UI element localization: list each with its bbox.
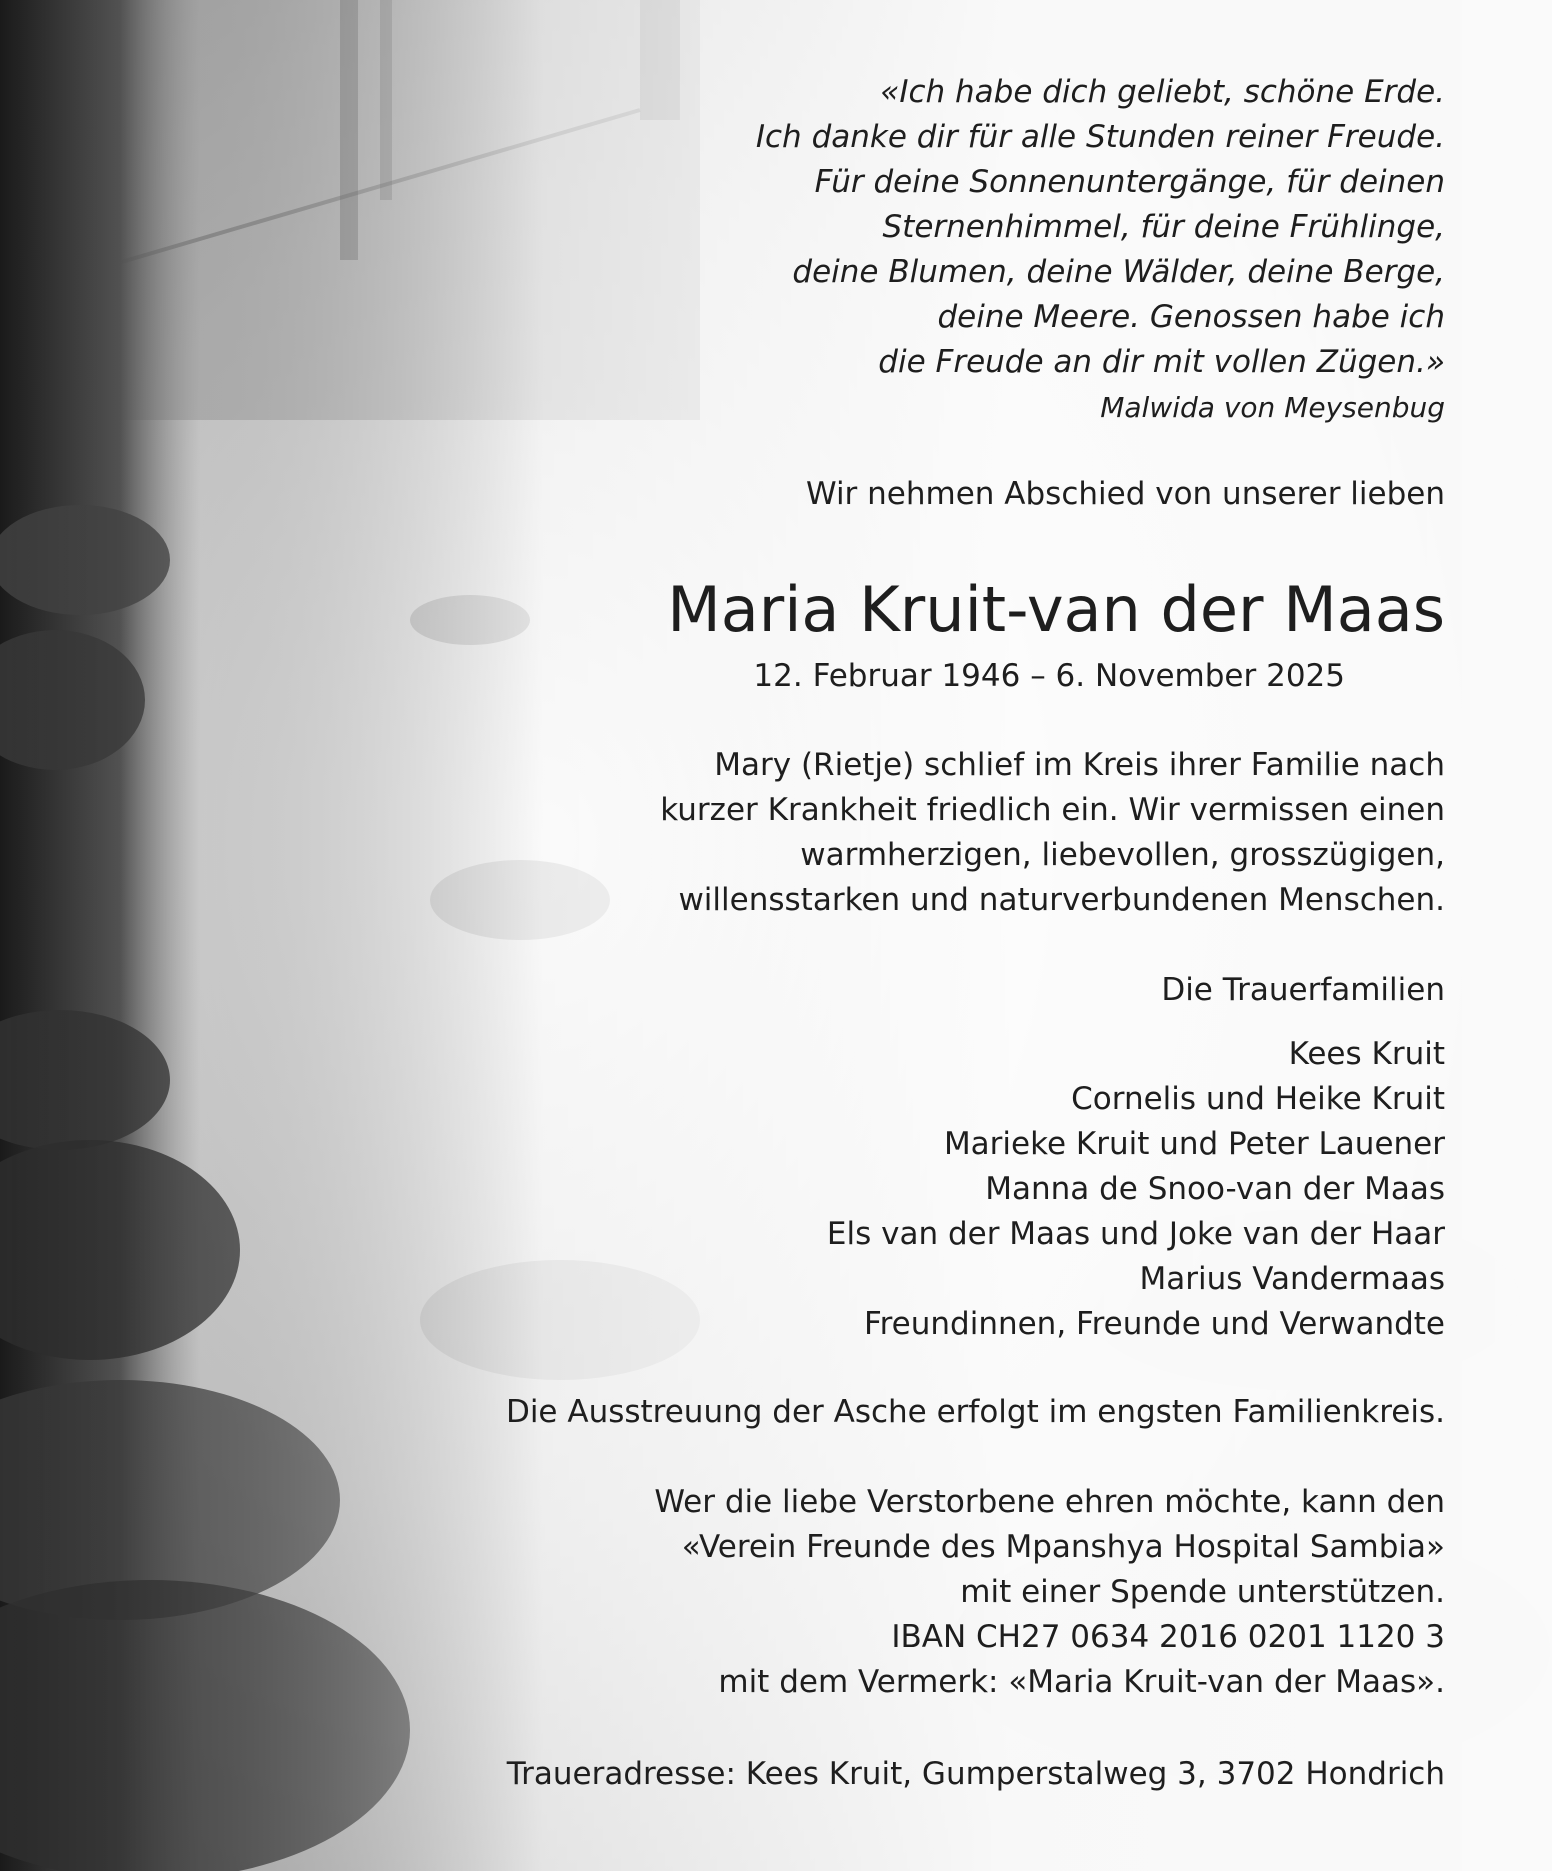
quote-line: die Freude an dir mit vollen Zügen.» [878,344,1445,380]
description-line: Mary (Rietje) schlief im Kreis ihrer Familie nach [714,747,1445,783]
farewell-intro: Wir nehmen Abschied von unserer lieben [805,476,1445,512]
mourning-address: Traueradresse: Kees Kruit, Gumperstalweg 3, 3702 Hondrich [506,1756,1445,1792]
family-members-list [827,1032,1445,1347]
donation-line: Wer die liebe Verstorbene ehren möchte, kann den [654,1484,1445,1520]
family-member: Kees Kruit [1288,1036,1445,1072]
family-member: Marius Vandermaas [1139,1261,1445,1297]
description-line: willensstarken und naturverbundenen Menschen. [678,882,1445,918]
ashes-notice: Die Ausstreuung der Asche erfolgt im engsten Familienkreis. [505,1394,1445,1430]
family-member: Cornelis und Heike Kruit [1071,1081,1445,1117]
description-line: kurzer Krankheit friedlich ein. Wir vermissen einen [660,792,1445,828]
quote-line: «Ich habe dich geliebt, schöne Erde. [880,74,1445,110]
family-member: Freundinnen, Freunde und Verwandte [864,1306,1445,1342]
quote-line: Sternenhimmel, für deine Frühlinge, [882,209,1445,245]
donation-line: «Verein Freunde des Mpanshya Hospital Sambia» [681,1529,1445,1565]
quote-line: Ich danke dir für alle Stunden reiner Freude. [755,119,1445,155]
family-member: Manna de Snoo-van der Maas [985,1171,1445,1207]
life-dates: 12. Februar 1946 – 6. November 2025 [753,658,1345,694]
donation-line: mit dem Vermerk: «Maria Kruit-van der Maas». [718,1664,1445,1700]
quote-line: deine Meere. Genossen habe ich [937,299,1445,335]
donation-iban: IBAN CH27 0634 2016 0201 1120 3 [891,1619,1445,1655]
quote-line: deine Blumen, deine Wälder, deine Berge, [792,254,1445,290]
quote-author: Malwida von Meysenbug [1100,391,1445,424]
family-member: Els van der Maas und Joke van der Haar [826,1216,1445,1252]
quote-line: Für deine Sonnenuntergänge, für deinen [814,164,1445,200]
poem-quote [756,70,1445,430]
deceased-name: Maria Kruit-van der Maas [667,573,1445,646]
family-member: Marieke Kruit und Peter Lauener [943,1126,1445,1162]
donation-line: mit einer Spende unterstützen. [960,1574,1445,1610]
family-title: Die Trauerfamilien [1161,972,1445,1008]
description-line: warmherzigen, liebevollen, grosszügigen, [800,837,1445,873]
description-text [660,743,1445,923]
donation-notice [654,1480,1445,1705]
